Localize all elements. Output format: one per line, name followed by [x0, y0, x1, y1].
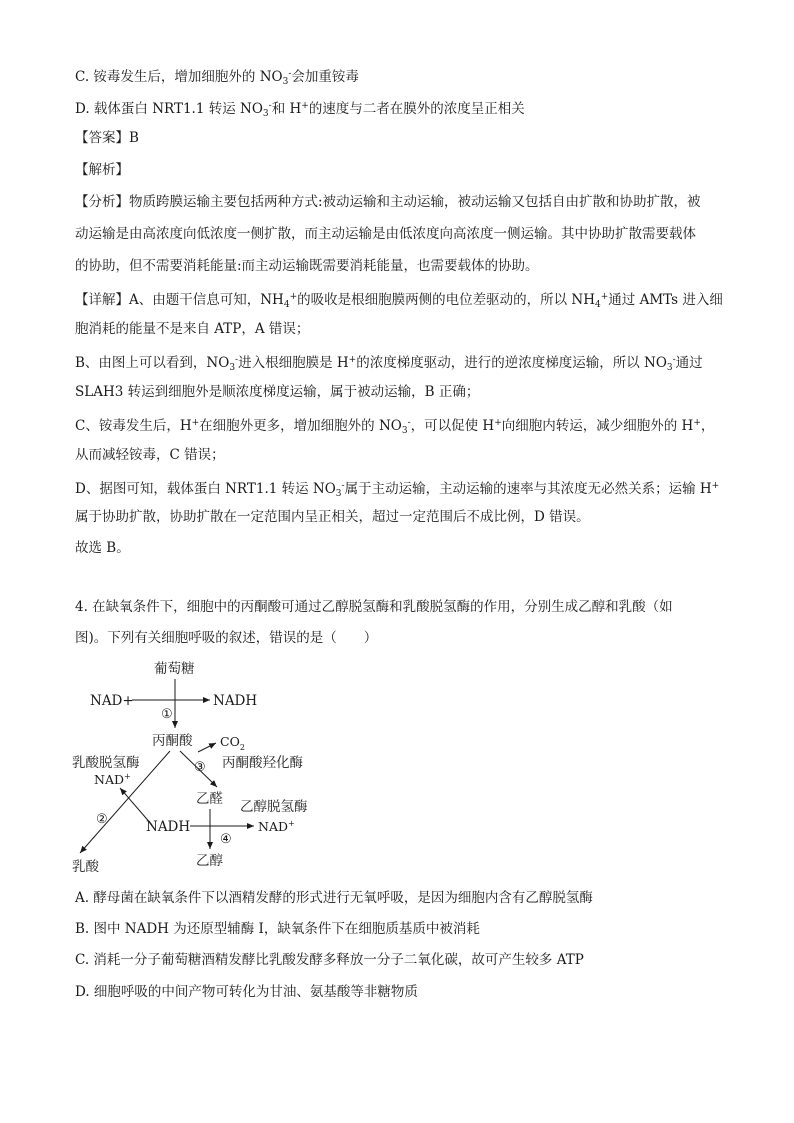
nadh-input-label: NADH [146, 819, 191, 835]
glucose-label: 葡萄糖 [154, 661, 195, 677]
pyruvate-label: 丙酮酸 [152, 733, 193, 749]
step-3-label: ③ [194, 760, 206, 775]
analysis-heading: 【解析】 [75, 162, 129, 178]
nadh-label: NADH [213, 693, 258, 709]
detail-b-line-2: SLAH3 转运到细胞外是顺浓度梯度运输，属于被动运输，B 正确； [75, 384, 480, 400]
detail-d-line: D、据图可知，载体蛋白 NRT1.1 转运 $NO_3^-$属于主动运输，主动运输的速率与其浓度无必然关系；运输 H+ [75, 481, 720, 499]
question-4-stem: 4. 在缺氧条件下，细胞中的丙酮酸可通过乙醇脱氢酶和乳酸脱氢酶的作用，分别生成乙醇和乳酸（如 [75, 599, 673, 615]
option-b[interactable]: B. 图中 NADH 为还原型辅酶 I，缺氧条件下在细胞质基质中被消耗 [75, 921, 480, 937]
detail-b-line: B、由图上可以看到，$NO_3^-$进入根细胞膜是 H+的浓度梯度驱动，进行的逆浓度梯度运输，所以 $NO_3^-$通过 [75, 355, 703, 373]
detail-c-line-2: 从而减轻铵毒，C 错误； [75, 447, 225, 463]
arrow-co2 [198, 743, 216, 752]
answer-label: 【答案】B [75, 130, 139, 146]
lactate-dh-label: 乳酸脱氢酶 [72, 755, 140, 771]
co2-label: $CO_2$ [220, 734, 245, 752]
nad-plus-output-label: NAD+ [94, 772, 131, 787]
nad-plus-label: NAD+ [90, 693, 134, 709]
analysis-line: 的协助，但不需要消耗能量:而主动运输既需要消耗能量，也需要载体的协助。 [75, 258, 539, 274]
option-c-line: C. 铵毒发生后，增加细胞外的 $NO_3^-$会加重铵毒 [75, 69, 359, 87]
detail-a-line: 【详解】A、由题干信息可知，$NH_4^+$的吸收是根细胞膜两侧的电位差驱动的，所以 $NH_4^+$通过 AMTs 进入细 [75, 292, 723, 310]
step-2-label: ② [96, 812, 108, 827]
option-a[interactable]: A. 酵母菌在缺氧条件下以酒精发酵的形式进行无氧呼吸，是因为细胞内含有乙醇脱氢酶 [75, 890, 593, 906]
option-c[interactable]: C. 消耗一分子葡萄糖酒精发酵比乳酸发酵多释放一分子二氧化碳，故可产生较多 ATP [75, 952, 584, 968]
analysis-line: 【分析】物质跨膜运输主要包括两种方式:被动运输和主动运输，被动运输又包括自由扩散和协助扩散，被 [75, 194, 701, 210]
lactate-label: 乳酸 [72, 859, 99, 875]
nad-plus-final-label: NAD+ [258, 819, 295, 834]
analysis-line: 动运输是由高浓度向低浓度一侧扩散，而主动运输是由低浓度向高浓度一侧运输。其中协助扩散需要载体 [75, 226, 696, 242]
detail-d-line-2: 属于协助扩散，协助扩散在一定范围内呈正相关，超过一定范围后不成比例，D 错误。 [75, 509, 590, 525]
option-d-line: D. 载体蛋白 NRT1.1 转运 $NO_3^-$和 H+的速度与二者在膜外的浓度呈正相关 [75, 101, 525, 119]
pyruvate-decarboxylase-label: 丙酮酸羟化酶 [222, 755, 303, 771]
step-4-label: ④ [220, 832, 232, 847]
detail-c-line: C、铵毒发生后，H+在细胞外更多，增加细胞外的 $NO_3^-$，可以促使 H+向细胞内转运，减少细胞外的 H+， [75, 418, 715, 436]
conclusion: 故选 B。 [75, 540, 130, 556]
detail-a-line-2: 胞消耗的能量不是来自 ATP，A 错误； [75, 321, 310, 337]
fermentation-diagram [70, 655, 370, 880]
alcohol-dh-label: 乙醇脱氢酶 [240, 799, 308, 815]
acetaldehyde-label: 乙醛 [196, 791, 223, 807]
step-1-label: ① [161, 707, 173, 722]
question-4-stem-2: 图)。下列有关细胞呼吸的叙述，错误的是（ ） [75, 630, 378, 646]
ethanol-label: 乙醇 [196, 853, 223, 869]
option-d[interactable]: D. 细胞呼吸的中间产物可转化为甘油、氨基酸等非糖物质 [75, 984, 418, 1000]
